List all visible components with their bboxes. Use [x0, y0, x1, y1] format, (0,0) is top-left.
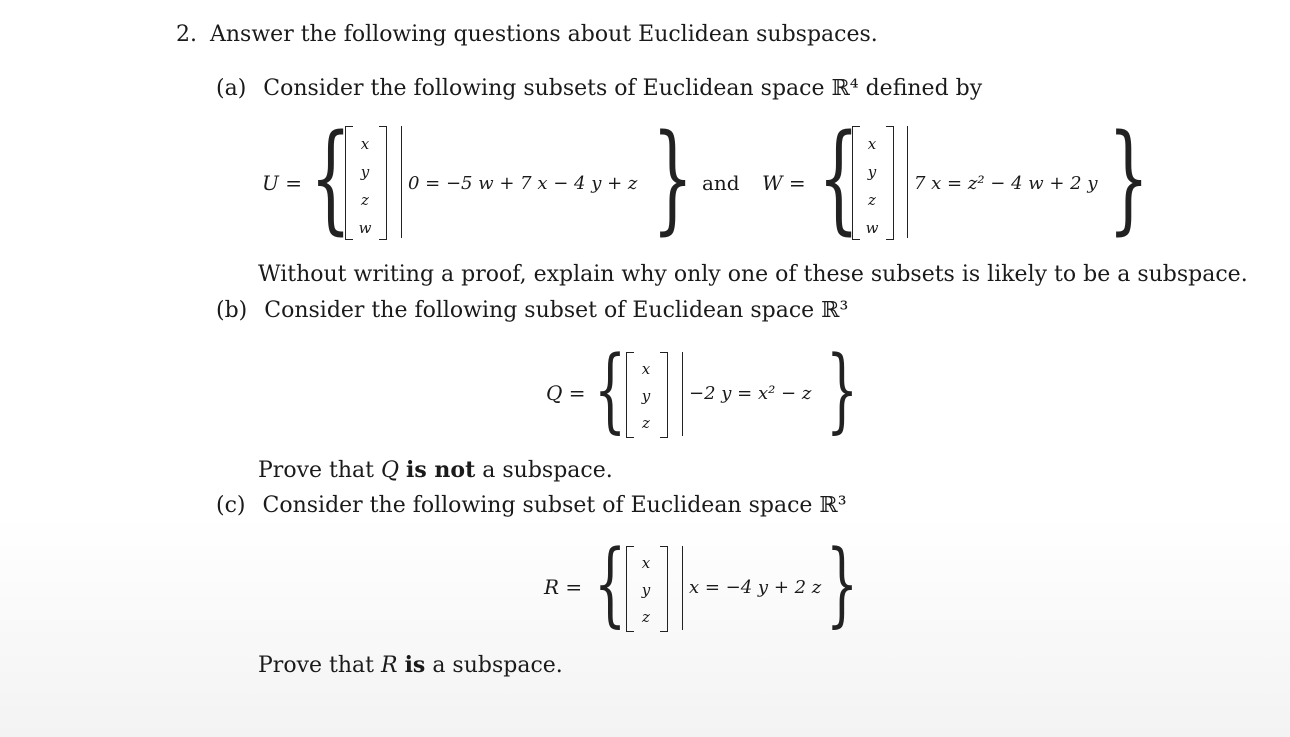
- part-c-instruction-bold: is: [404, 652, 426, 678]
- set-U-condition: 0 = −5 w + 7 x − 4 y + z: [408, 173, 638, 194]
- set-W-vector: [859, 130, 885, 242]
- part-a-intro-line: [216, 76, 982, 101]
- set-R-vec-1: y: [641, 581, 651, 599]
- set-W-right-bracket: [886, 126, 894, 240]
- set-R-condition: x = −4 y + 2 z: [689, 577, 822, 598]
- set-R-right-brace: }: [826, 530, 859, 637]
- set-Q-vector: [633, 356, 659, 437]
- set-U-right-brace: }: [652, 108, 694, 246]
- part-c-instruction: [258, 652, 563, 678]
- part-a-joiner: and: [702, 171, 740, 195]
- set-Q-condition: −2 y = x² − z: [689, 383, 812, 404]
- part-b-instruction-var: Q: [380, 458, 400, 483]
- set-R-right-bracket: [660, 546, 668, 632]
- set-Q-right-brace: }: [826, 336, 859, 443]
- set-R-vec-0: x: [641, 554, 651, 572]
- part-b-label: (b): [216, 298, 248, 323]
- part-c-intro: Consider the following subset of Euclidean space ℝ³: [262, 493, 847, 518]
- part-a-instruction: Without writing a proof, explain why only one of these subsets is likely to be a subspace.: [258, 262, 1248, 287]
- set-R-vector: [633, 550, 659, 631]
- set-W-left-brace: {: [818, 108, 860, 246]
- part-c-intro-line: [216, 493, 847, 518]
- set-Q-right-bracket: [660, 352, 668, 438]
- set-Q-name: Q =: [546, 381, 586, 405]
- set-Q-bar: [682, 352, 683, 436]
- part-c-instruction-suffix: a subspace.: [432, 653, 563, 678]
- set-Q-left-brace: {: [594, 336, 627, 443]
- set-U-vec-2: z: [361, 191, 369, 209]
- part-b-intro: Consider the following subset of Euclidean space ℝ³: [264, 298, 849, 323]
- set-W-vec-1: y: [867, 163, 877, 181]
- set-W-name: W =: [762, 171, 806, 195]
- set-U-left-brace: {: [310, 108, 352, 246]
- set-Q-vec-2: z: [642, 414, 650, 432]
- set-W-bar: [907, 126, 908, 238]
- set-R-vec-2: z: [642, 608, 650, 626]
- part-c-label: (c): [216, 493, 246, 518]
- part-b-instruction-prefix: Prove that: [258, 458, 374, 483]
- part-b-instruction: [258, 457, 613, 483]
- set-W-right-brace: }: [1108, 108, 1150, 246]
- set-U-vec-1: y: [360, 163, 370, 181]
- set-U-right-bracket: [379, 126, 387, 240]
- part-b-intro-line: [216, 298, 848, 323]
- set-R-name: R =: [544, 575, 583, 599]
- set-W-vec-2: z: [868, 191, 876, 209]
- set-R-bar: [682, 546, 683, 630]
- set-U-vec-3: w: [358, 219, 372, 237]
- question-header: [176, 22, 878, 47]
- question-prompt: Answer the following questions about Euclidean subspaces.: [210, 22, 878, 47]
- part-b-instruction-bold: is not: [406, 457, 476, 483]
- part-a-intro: Consider the following subsets of Euclidean space ℝ⁴ defined by: [263, 76, 983, 101]
- set-U-bar: [401, 126, 402, 238]
- set-Q-vec-1: y: [641, 387, 651, 405]
- part-a-label: (a): [216, 76, 247, 101]
- set-W-vec-3: w: [865, 219, 879, 237]
- set-R-left-brace: {: [594, 530, 627, 637]
- set-U-vec-0: x: [360, 135, 370, 153]
- set-U-name: U =: [262, 171, 302, 195]
- set-W-condition: 7 x = z² − 4 w + 2 y: [914, 173, 1098, 194]
- part-b-instruction-suffix: a subspace.: [482, 458, 613, 483]
- part-c-instruction-var: R: [380, 653, 398, 678]
- set-Q-vec-0: x: [641, 360, 651, 378]
- part-c-instruction-prefix: Prove that: [258, 653, 374, 678]
- set-W-vec-0: x: [867, 135, 877, 153]
- question-number: 2.: [176, 22, 197, 47]
- set-U-vector: [352, 130, 378, 242]
